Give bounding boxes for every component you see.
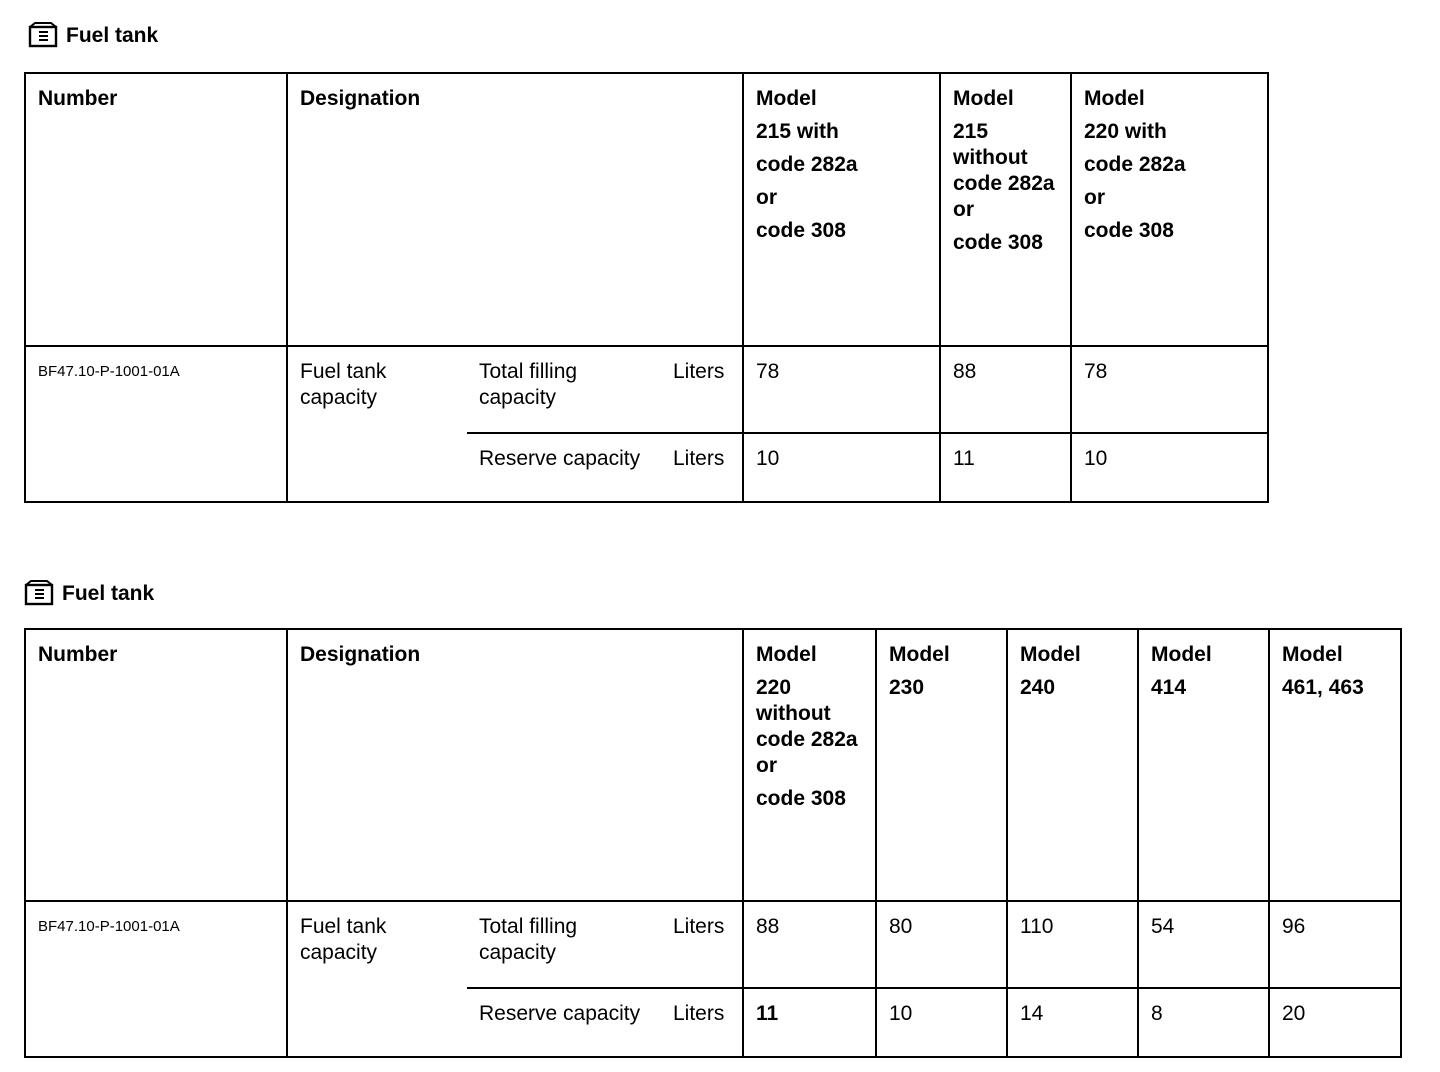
item-label: Total filling capacity [467, 901, 661, 988]
table-row [25, 901, 1401, 988]
value-cell: 10 [743, 433, 940, 502]
item-label: Reserve capacity [467, 433, 661, 502]
section-title-text: Fuel tank [62, 582, 155, 605]
fuel-tank-spec-icon [28, 22, 58, 48]
header-model: Model 414 [1138, 629, 1269, 901]
item-label: Total filling capacity [467, 346, 661, 433]
value-cell: 110 [1007, 901, 1138, 988]
value-cell: 14 [1007, 988, 1138, 1057]
header-number: Number [25, 629, 287, 901]
header-model: Model 240 [1007, 629, 1138, 901]
value-cell: 11 [743, 988, 876, 1057]
value-cell: 88 [743, 901, 876, 988]
part-number: BF47.10-P-1001-01A [25, 346, 287, 502]
item-unit: Liters [661, 901, 743, 988]
fuel-tank-spec-icon [24, 580, 54, 606]
value-cell: 10 [1071, 433, 1268, 502]
header-model: Model 215 with code 282a or code 308 [743, 73, 940, 346]
header-designation: Designation [287, 629, 743, 901]
header-designation: Designation [287, 73, 743, 346]
item-unit: Liters [661, 988, 743, 1057]
section-title-1 [28, 22, 158, 48]
part-number: BF47.10-P-1001-01A [25, 901, 287, 1057]
value-cell: 96 [1269, 901, 1401, 988]
value-cell: 78 [1071, 346, 1268, 433]
item-label: Reserve capacity [467, 988, 661, 1057]
fuel-tank-table-1 [24, 72, 1269, 503]
value-cell: 54 [1138, 901, 1269, 988]
section-title-text: Fuel tank [66, 24, 159, 47]
value-cell: 80 [876, 901, 1007, 988]
value-cell: 88 [940, 346, 1071, 433]
item-unit: Liters [661, 433, 743, 502]
header-model: Model 230 [876, 629, 1007, 901]
header-model: Model 220 with code 282a or code 308 [1071, 73, 1268, 346]
section-title-2 [24, 580, 154, 606]
header-model: Model 215 without code 282a or code 308 [940, 73, 1071, 346]
fuel-tank-table-2 [24, 628, 1402, 1058]
header-model: Model 461, 463 [1269, 629, 1401, 901]
designation: Fuel tank capacity [287, 346, 467, 502]
header-number: Number [25, 73, 287, 346]
value-cell: 20 [1269, 988, 1401, 1057]
table-row [25, 346, 1268, 433]
designation: Fuel tank capacity [287, 901, 467, 1057]
header-model: Model 220 without code 282a or code 308 [743, 629, 876, 901]
value-cell: 8 [1138, 988, 1269, 1057]
item-unit: Liters [661, 346, 743, 433]
value-cell: 11 [940, 433, 1071, 502]
value-cell: 10 [876, 988, 1007, 1057]
value-cell: 78 [743, 346, 940, 433]
